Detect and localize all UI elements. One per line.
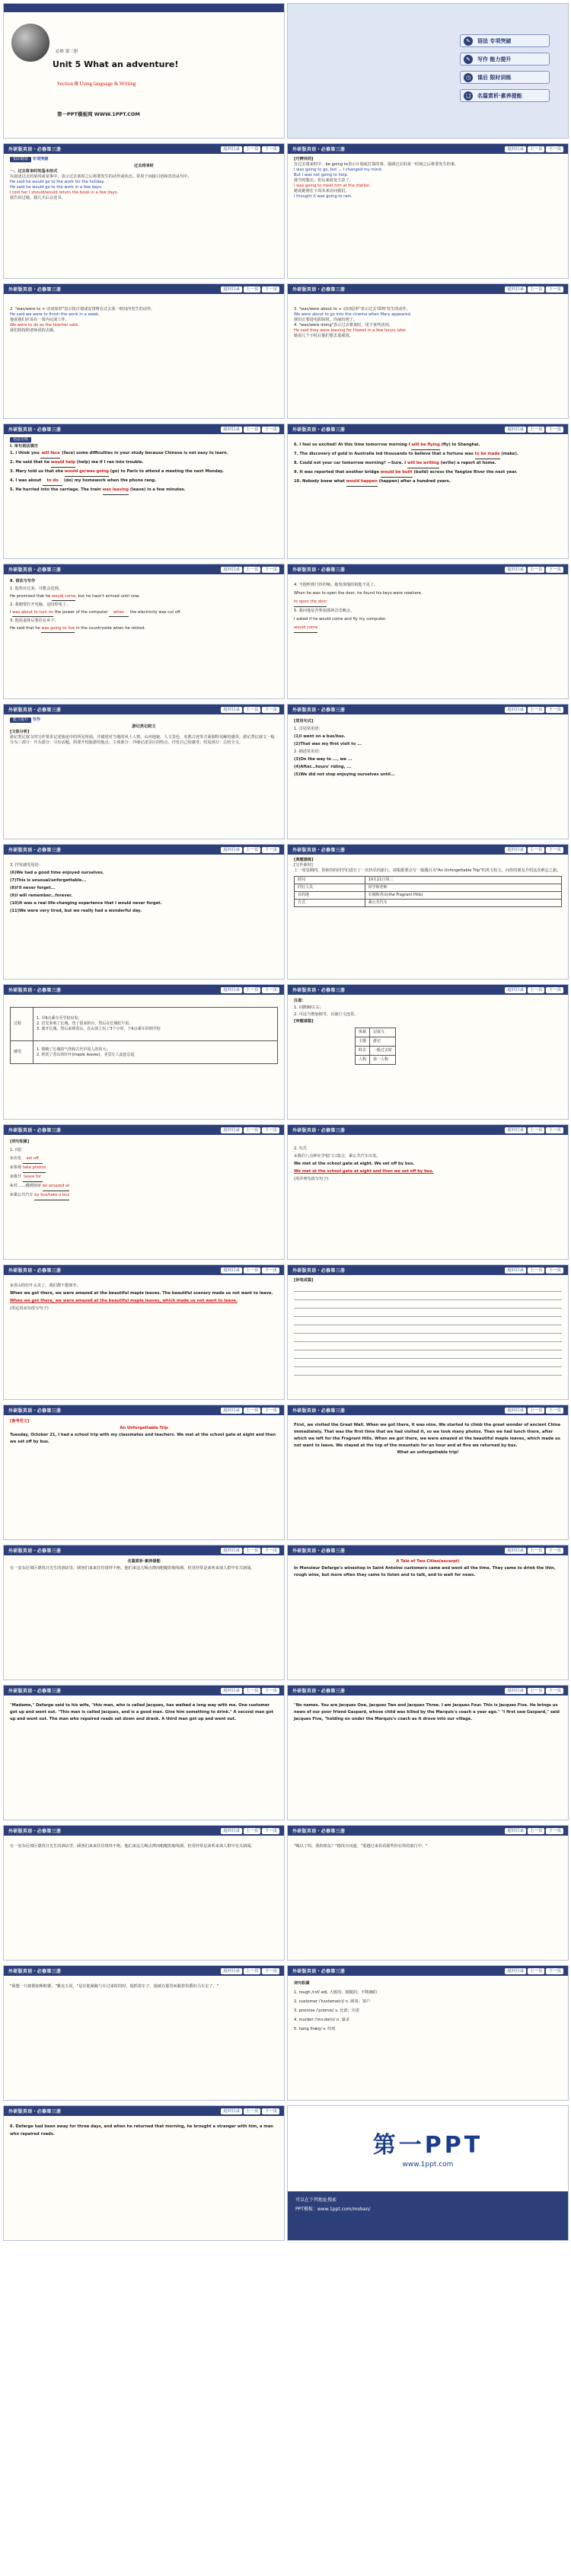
slide-13: 外研版英语・必修第三册 返回目录 上一页 下一页 3. 抒发感受用语： (6)We had a good time enjoyed ourselves. (7)This is unusual/unforgettable... (8)I'll never forget... (9)I will remember...forever. (10)It was a real life-changing experience that I would never forget. (11)We were very tired, but we really had a wonderful day.: [3, 844, 285, 980]
slide-28: 外研版英语・必修第三册 返回目录 上一页 下一页 "喝以了吗，我的朋友？"德伐日问道。"重越过来看看那些你在你的旅行中。": [287, 1825, 569, 1961]
task-table: 时间 10月21日周二 同行人员 同学和老师 目的地 长城和香山(the Fragrant Hills) 方式 乘公共汽车: [294, 876, 562, 907]
pen-icon: ✎: [464, 55, 473, 64]
slide-11: 外研版英语・必修第三册 返回目录 上一页 下一页 能力提升 写作 游记类记叙文 [文体分析] 游记类记叙文的写作要求记述旅途中的所见所闻，并描述对当地的风土人情、山河地貌、人文景色、名胜古迹等方面独特见解的感受。游记类记叙文一般分为三部分：开头部分：引出话题，简要介绍旅游的地点；主体部分：详细记述景区的特点，抒发自己的感受；结尾部分：总结全文。: [3, 704, 285, 839]
slide-5: 外研版英语・必修第三册 返回目录 上一页 下一页 2. "was/were to + 动词原形"表示按计划或安排将在过去某一时间内发生的动作。 He said we were to finish the work in a week. 他说我们应该在一周内完成工作。 We were to do as the teacher said. 我们将按照老师说的去做。: [3, 283, 285, 419]
slide-31: 外研版英语・必修第三册 返回目录 上一页 下一页 6. Defarge had been away for three days, and when he returned that morning, he brought a stranger with him, a man who repaired roads.: [3, 2105, 285, 2241]
menu-practice[interactable]: ◷ 课后 限时训练: [460, 71, 550, 84]
book-icon: ❏: [464, 91, 473, 101]
slide-18: 外研版英语・必修第三册 返回目录 上一页 下一页 2. 句式 ①我们八点钟在学校门口集合，乘公共汽车出发。 We met at the school gate at eight. We set off by bus. We met at the school gate at eight and then we set off by bus. (用并列句改写句子): [287, 1124, 569, 1260]
slide-4: 外研版英语・必修第三册 返回目录 上一页 下一页 [巧辨异同] 在过去将来时中，be going to表示计划或打算的事，强调过去的某一时刻之后将要发生的事。 I was going to go, but ... I changed my mind. But I was not going to help. 我当时想去，但后来改变主意了。 I was going to meet him at the station. 她说她将在下周末来访问我们。 I thought it was going to rain.: [287, 143, 569, 279]
slide-16: 外研版英语・必修第三册 返回目录 上一页 下一页 注意： 1. 词数80左右； 2. 可适当增加细节，以使行文连贯。 [审题谋篇] 体裁 记叙文 主题 游记 时态 一般过去时 人称 第一人称: [287, 984, 569, 1120]
slide-12: 外研版英语・必修第三册 返回目录 上一页 下一页 [常用句式] 1. 首尾常用语： (1)I went on a bus/bus. (2)That was my first visit to ... 2. 描述常用语： (3)On the way to ..., we ... (4)After...hours' riding, ... (5)We did not stop enjoying ourselves until...: [287, 704, 569, 839]
pen-icon: ✎: [464, 37, 473, 46]
slide-25: 外研版英语・必修第三册 返回目录 上一页 下一页 "Madame," Defarge said to his wife, "this man, who is called Jacques, has walked a long way with me. One customer got up and went out. "This man is called Jacques, and is a good man. Give him something to drink." A second man got up and went out. The man who repaired roads sat down and drank. A third man got up and went out.: [3, 1685, 285, 1820]
slide-8: 外研版英语・必修第三册 返回目录 上一页 下一页 6. I feel so excited! At this time tomorrow morning I will be flying (fly) to Shanghai. 7. The discovery of gold in Australia led thousands to believe that a fortune was to be made (make). 8. Could not your car tomorrow morning? —Sure. I will be writing (write) a report at home. 9. It was reported that another bridge would be built (build) across the Yangtze River the next year. 10. Nobody knew what would happen (happen) after a hundred years.: [287, 423, 569, 559]
brand-logo: 第一PPT: [372, 2132, 483, 2159]
slide-26: 外研版英语・必修第三册 返回目录 上一页 下一页 "No names. You are Jacques One, Jacques Two and Jacques Three. I am Jacques Four. This is Jacques Five. He brings us news of our poor friend Gaspard, whose child was killed by the Marquis's coach a year ago." "I first saw Gaspard," said Jacques Five, "holding on under the Marquis's coach as it drove into our village.: [287, 1685, 569, 1820]
cover-slide: [3, 3, 285, 139]
back-button[interactable]: 返回目录: [221, 146, 242, 152]
brand-site: www.1ppt.com: [402, 2161, 454, 2169]
menu-slide: [287, 3, 569, 139]
slide-17: 外研版英语・必修第三册 返回目录 上一页 下一页 [词句积累] 1. 词汇 ①出发 set off ②参观 take photos ③离开 leave for ④对……感到惊讶 be amazed at ⑤乘公共汽车 by bus/take a bus: [3, 1124, 285, 1260]
menu-reading[interactable]: ❏ 名篇赏析·素养提能: [460, 89, 550, 102]
slide-19: 外研版英语・必修第三册 返回目录 上一页 下一页 ③香山的红叶太美了，我们都不想离开。 When we got there, we were amazed at the beautiful maple leaves. The beautiful scenery made us not want to leave. When we got there, we were amazed at the beautiful maple leaves, which made us not want to leave. (用定语从句改写句子): [3, 1264, 285, 1400]
menu-writing[interactable]: ✎ 写作 能力提升: [460, 53, 550, 66]
slide-9: 外研版英语・必修第三册 返回目录 上一页 下一页 Ⅱ. 语法与写作 1. 他答应过来，可能会迟到。 He promised that he would come, but he hasn't arrived until now. 2. 我刚要打开电脑，这时停电了。 I was about to turn on the power of the computer when the electricity was cut off. 3. 他说退休后要住在乡下。 He said that he was going to live in the countryside when he retired.: [3, 564, 285, 699]
analysis-table: 体裁 记叙文 主题 游记 时态 一般过去时 人称 第一人称: [355, 1028, 396, 1065]
prev-button[interactable]: 上一页: [244, 146, 261, 152]
slide-21: 外研版英语・必修第三册 返回目录 上一页 下一页 [参考范文] An Unforgettable Trip Tuesday, October 21, I had a school trip with my classmates and teachers. We met at the school gate at eight and then we set off by bus.: [3, 1405, 285, 1540]
site-label: 第一PPT模板网 WWW.1PPT.COM: [57, 111, 140, 117]
unit-title: Unit 5 What an adventure!: [53, 59, 179, 69]
slide-22: 外研版英语・必修第三册 返回目录 上一页 下一页 First, we visited the Great Wall. When we got there, it was nine. We started to climb the great wonder of ancient China immediately. That was the first time that we had visited it, so we took many photos. Then we had lunch there, after which we left for the Fragrant Hills. When we got there, we were amazed at the beautiful maple leaves, which made us not want to leave. We stayed at the top of the mountain for an hour and at five we returned by bus. What an unforgettable trip!: [287, 1405, 569, 1540]
process-table: 过程 1. 早6点乘车至学校出发； 2. 首先参观了长城，登了很多阶台，然后在长城吃午饭； 3. 离开长城，然后来到香山，在山顶上玩了3个小时，下6点乘车回到学校 感受 1. 领略了长城的气势和古代中国人的伟大； 2. 欣赏了香山的红叶(maple leaves)，美景让人流连忘返: [10, 1007, 278, 1064]
slide-23: 外研版英语・必修第三册 返回目录 上一页 下一页 名篇赏析·素养提能 在一安东尼郊区德伐日先生的酒店里，顾客们来来往往络绎不绝。他们来这儿喝点薄而粗糙的葡萄酒，但更经常是来听来谈人群中有关新闻。: [3, 1545, 285, 1680]
section-title: Section Ⅲ Using language & Writing: [57, 81, 136, 87]
next-button[interactable]: 下一页: [262, 146, 279, 152]
slide-24: 外研版英语・必修第三册 返回目录 上一页 下一页 A Tale of Two Cities(excerpt) In Monsieur Defarge's wineshop in Saint Antoine customers came and went all the time. They came to drink the thin, rough wine, but more often they came to listen and to talk, and to wait for news.: [287, 1545, 569, 1680]
clock-icon: ◷: [464, 73, 473, 82]
cover-series: 必修 第三册: [56, 50, 78, 54]
menu-grammar[interactable]: ✎ 语法 专项突破: [460, 34, 550, 47]
slide-10: 外研版英语・必修第三册 返回目录 上一页 下一页 4. 当他听到门铃的响，他发现他的钥匙不见了。 When he was to open the door, he found his keys were nowhere. to open the door 5. 我问他是否参加那场音乐晚会。 I asked if he would come and fly my computer. would come: [287, 564, 569, 699]
globe-icon: [11, 24, 49, 62]
slide-14: 外研版英语・必修第三册 返回目录 上一页 下一页 [典题演练] [写作素材] 上一周星期四，你和你的同学们进行了一次快乐的旅行，请根据要点写一篇题目为"An Unforgettable Trip"的英文短文，向你的朋友介绍这次难忘之旅。 时间 10月21日周二 同行人员 同学和老师 目的地 长城和香山(the Fragrant Hills) 方式 乘公共汽车: [287, 844, 569, 980]
footer-link[interactable]: PPT模板：www.1ppt.com/moban/: [295, 2207, 371, 2212]
section-label: 知识精要: [10, 157, 31, 162]
end-slide: [287, 2105, 569, 2241]
slide-6: 外研版英语・必修第三册 返回目录 上一页 下一页 3. "was/were about to + 动词原形"表示过去'即将'发生的动作。 We were about to go into the cinema when Mary appeared. 我们正要进电影院时，玛丽出现了。 4. "was/were doing"表示过去将来时，用于某些动词。 He said they were leaving for Hawaii in a few hours later. 她说几个小时后他们要去夏威夷。: [287, 283, 569, 419]
slide-30: 外研版英语・必修第三册 返回目录 上一页 下一页 词句积累 1. rough /rʌf/ adj. 大致的；粗糙的；不精确的 2. customer /ˈkʌstəmə(r)/ n. 顾客；客户 3. promise /ˈprɒmɪs/ v. 允诺；许诺 4. murder /ˈmɜːdə(r)/ n. 谋杀 5. hang /hæŋ/ v. 绞死: [287, 1965, 569, 2101]
slide-15: 外研版英语・必修第三册 返回目录 上一页 下一页 过程 1. 早6点乘车至学校出发； 2. 首先参观了长城，登了很多阶台，然后在长城吃午饭； 3. 离开长城，然后来到香山，在山顶上玩了3个小时，下6点乘车回到学校 感受 1. 领略了长城的气势和古代中国人的伟大； 2. 欣赏了香山的红叶(maple leaves)，美景让人流连忘返: [3, 984, 285, 1120]
footer-links: 可以在下列地址搜索 PPT模板：www.1ppt.com/moban/: [288, 2191, 568, 2240]
slide-20: 外研版英语・必修第三册 返回目录 上一页 下一页 [妙笔成篇]: [287, 1264, 569, 1400]
slide-29: 外研版英语・必修第三册 返回目录 上一页 下一页 "我想一只雇佣加斯帕德，"雅克五说，"是在他紧跑与车过来时的时，他抓着车子。他就在那里而跟着侯爵的马车走了。": [3, 1965, 285, 2101]
slide-3: 外研版英语・必修第三册 返回目录 上一页 下一页 知识精要 专项突破 过去将来时 一、过去将来时的基本形式 在叙述过去的某时或某事中，表示过去某时之后将要发生的动作或状态。常用于间接引语和宾语从句中。 He said he would go to the work for the holiday. He said he would go to the work in a few days. I told her I should/would return the book in a few days. 我告诉过她，我几天后会还书。: [3, 143, 285, 279]
slide-27: 外研版英语・必修第三册 返回目录 上一页 下一页 在一安东尼郊区德伐日先生的酒店里，顾客们来来往往络绎不绝。他们来这儿喝点薄而粗糙的葡萄酒，但更经常是来听来谈人群中有关新闻。: [3, 1825, 285, 1961]
slide-7: 外研版英语・必修第三册 返回目录 上一页 下一页 语法专练 Ⅰ. 单句语法填空 1. I think you will face (face) some difficulties in your study because Chinese is not easy to learn. 2. He said that he would help (help) me if I ran into trouble. 3. Mary told us that she would go/was going (go) to Paris to attend a meeting the next Monday. 4. I was about to do (do) my homework when the phone rang. 5. He hurried into the carriage. The train was leaving (leave) in a few minutes.: [3, 423, 285, 559]
